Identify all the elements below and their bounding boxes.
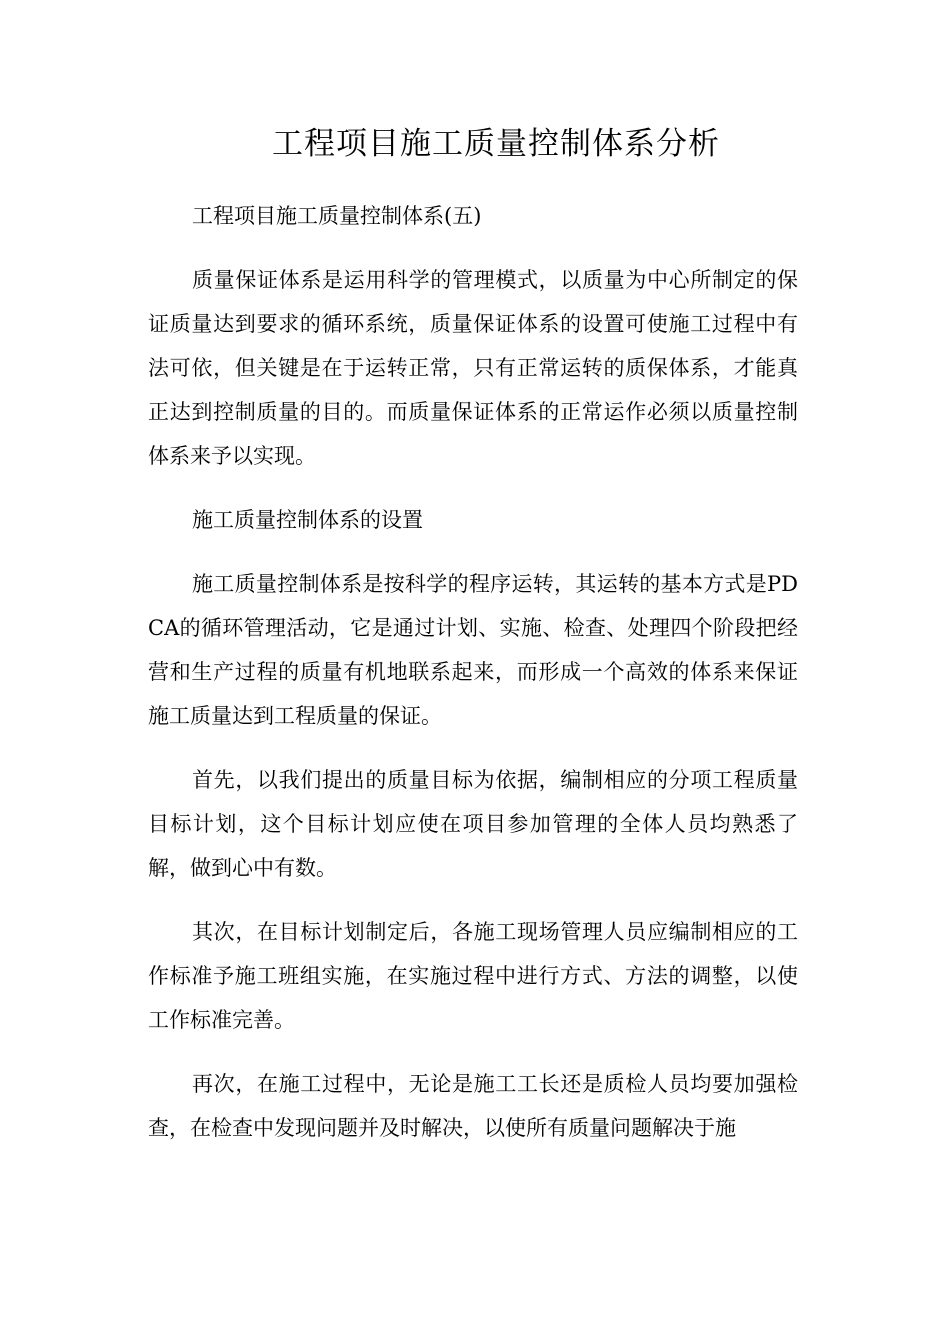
paragraph-pdca: 施工质量控制体系是按科学的程序运转，其运转的基本方式是PDCA的循环管理活动，它是通过计划、实施、检查、处理四个阶段把经营和生产过程的质量有机地联系起来，而形成一个高效的体系来保证施工质量达到工程质量的保证。	[148, 572, 798, 728]
paragraph-section-heading: 施工质量控制体系的设置	[192, 508, 423, 532]
document-body	[148, 194, 798, 1150]
paragraph-first: 首先，以我们提出的质量目标为依据，编制相应的分项工程质量目标计划，这个目标计划应使在项目参加管理的全体人员均熟悉了解，做到心中有数。	[148, 768, 798, 880]
paragraph-third: 再次，在施工过程中，无论是施工工长还是质检人员均要加强检查，在检查中发现问题并及时解决，以使所有质量问题解决于施	[148, 1072, 798, 1140]
paragraph-second: 其次，在目标计划制定后，各施工现场管理人员应编制相应的工作标准予施工班组实施，在实施过程中进行方式、方法的调整，以使工作标准完善。	[148, 920, 798, 1032]
document-title: 工程项目施工质量控制体系分析	[272, 126, 720, 162]
paragraph-subtitle: 工程项目施工质量控制体系(五)	[192, 204, 482, 228]
paragraph-quality-assurance: 质量保证体系是运用科学的管理模式，以质量为中心所制定的保证质量达到要求的循环系统，质量保证体系的设置可使施工过程中有法可依，但关键是在于运转正常，只有正常运转的质保体系，才能真正达到控制质量的目的。而质量保证体系的正常运作必须以质量控制体系来予以实现。	[148, 268, 798, 468]
